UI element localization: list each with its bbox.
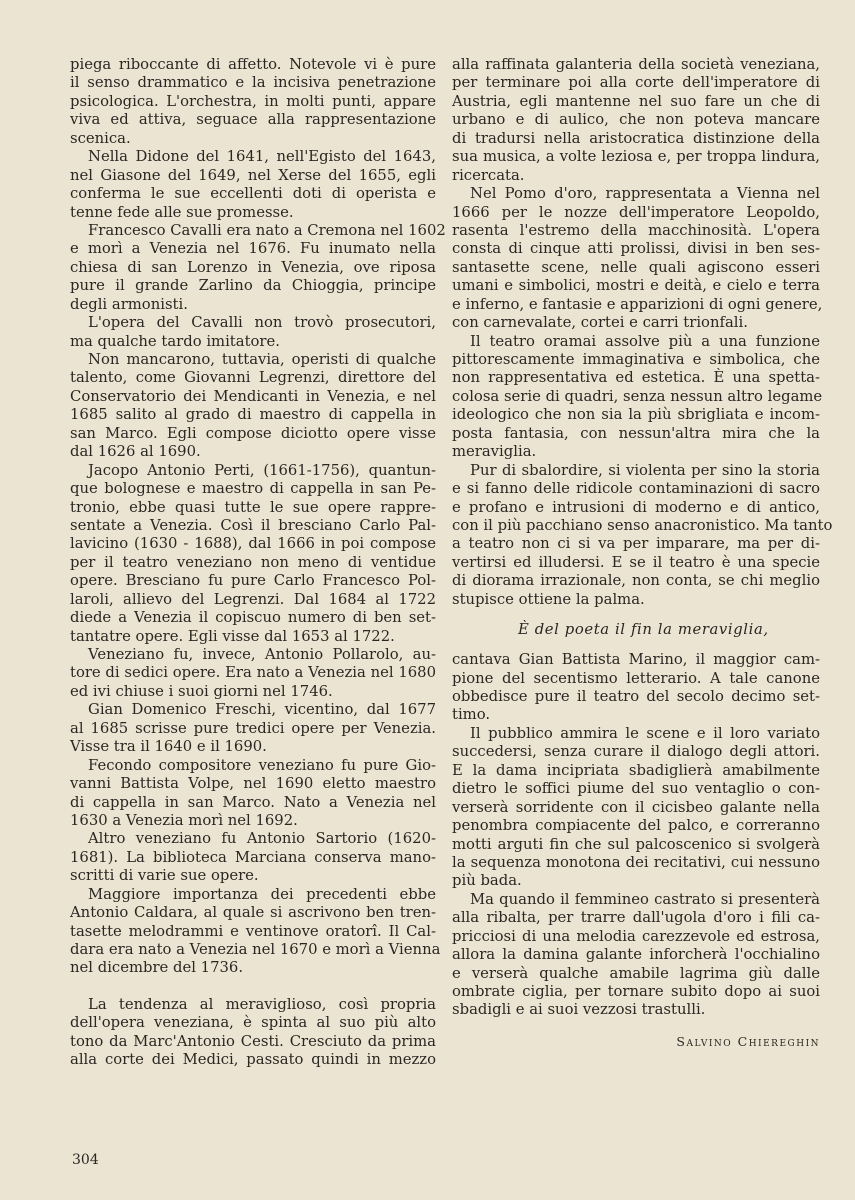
text-line: succedersi, senza curare il dialogo degli attori. <box>452 743 820 761</box>
text-line: viva ed attiva, seguace alla rappresentazione <box>70 111 436 129</box>
text-line: tore di sedici opere. Era nato a Venezia nel 1680 <box>70 664 436 682</box>
text-line: con il più pacchiano senso anacronistico. Ma tanto <box>452 516 833 534</box>
text-line: colosa serie di quadri, senza nessun altro legame <box>452 387 823 405</box>
text-line: Il teatro oramai assolve più a una funzione <box>470 332 820 350</box>
text-line: non rappresentativa ed estetica. È una spetta- <box>452 369 820 387</box>
text-line: e profano e intrusioni di moderno e di antico, <box>452 498 820 516</box>
text-line: sua musica, a volte leziosa e, per troppa lindura, <box>452 148 820 166</box>
text-line: scritti di varie sue opere. <box>70 867 259 885</box>
text-line: di cappella in san Marco. Nato a Venezia nel <box>70 793 436 811</box>
text-line: que bolognese e maestro di cappella in san Pe- <box>70 480 436 498</box>
text-line: alla corte dei Medici, passato quindi in mezzo <box>70 1051 436 1069</box>
text-line: degli armonisti. <box>70 295 188 313</box>
text-line: per il teatro veneziano non meno di ventidue <box>70 553 436 571</box>
text-line: posta fantasia, con nessun'altra mira che la <box>452 424 820 442</box>
text-line: alla ribalta, per trarre dall'ugola d'oro i fili ca- <box>452 909 820 927</box>
text-line: nel Giasone del 1649, nel Xerse del 1655, egli <box>70 166 436 184</box>
text-line: Il pubblico ammira le scene e il loro variato <box>470 724 820 742</box>
text-line: di tradursi nella aristocratica distinzione della <box>452 129 820 147</box>
text-line: meraviglia. <box>452 443 537 461</box>
text-line: sentate a Venezia. Così il bresciano Carlo Pal- <box>70 516 436 534</box>
text-line: con carnevalate, cortei e carri trionfali. <box>452 314 748 332</box>
text-line: tantatre opere. Egli visse dal 1653 al 1722. <box>70 627 395 645</box>
text-line: Francesco Cavalli era nato a Cremona nel 1602 <box>88 221 446 239</box>
text-line: scenica. <box>70 129 131 147</box>
text-line: e morì a Venezia nel 1676. Fu inumato nella <box>70 240 436 258</box>
right-column <box>452 56 833 1049</box>
text-line: 1630 a Venezia morì nel 1692. <box>70 811 298 829</box>
text-line: e inferno, e fantasie e apparizioni di ogni genere, <box>452 295 823 313</box>
text-line: dell'opera veneziana, è spinta al suo più alto <box>70 1014 436 1032</box>
text-line: dal 1626 al 1690. <box>70 443 201 461</box>
text-line: Jacopo Antonio Perti, (1661-1756), quantun- <box>88 461 436 479</box>
text-line: Altro veneziano fu Antonio Sartorio (1620- <box>88 830 436 848</box>
text-line: dietro le soffici piume del suo ventaglio o con- <box>452 780 820 798</box>
text-line: psicologica. L'orchestra, in molti punti, appare <box>70 92 436 110</box>
text-line: Maggiore importanza dei precedenti ebbe <box>88 885 436 903</box>
text-line: penombra compiacente del palco, e correranno <box>452 817 820 835</box>
text-line: e si fanno delle ridicole contaminazioni di sacro <box>452 480 820 498</box>
text-line: stupisce ottiene la palma. <box>452 590 645 608</box>
text-line: ma qualche tardo imitatore. <box>70 332 280 350</box>
text-line: dara era nato a Venezia nel 1670 e morì a Vienna <box>70 941 441 958</box>
text-line: 1685 salito al grado di maestro di cappella in <box>70 406 436 424</box>
text-line: lavicino (1630 - 1688), dal 1666 in poi compose <box>70 535 436 553</box>
text-line: vanni Battista Volpe, nel 1690 eletto maestro <box>70 775 436 793</box>
text-line: obbedisce pure il teatro del secolo decimo set- <box>452 688 820 705</box>
text-line: tono da Marc'Antonio Cesti. Cresciuto da prima <box>70 1032 436 1050</box>
text-line: pricciosi di una melodia carezzevole ed estrosa, <box>452 927 820 945</box>
text-line: verserà sorridente con il cicisbeo galante nella <box>452 798 820 816</box>
text-line: consta di cinque atti prolissi, divisi in ben ses- <box>452 240 820 258</box>
text-line: tenne fede alle sue promesse. <box>70 203 294 221</box>
text-line: al 1685 scrisse pure tredici opere per Venezia. <box>70 719 436 737</box>
text-line: di diorama irrazionale, non conta, se chi meglio <box>452 572 820 590</box>
text-line: Nella Didone del 1641, nell'Egisto del 1643, <box>88 148 436 166</box>
text-line: e verserà qualche amabile lagrima giù dalle <box>452 964 820 982</box>
text-line: L'opera del Cavalli non trovò prosecutori, <box>88 314 436 332</box>
text-line: Non mancarono, tuttavia, operisti di qualche <box>88 351 436 368</box>
text-line: ombrate ciglia, per tornare subito dopo ai suoi <box>452 983 820 1000</box>
text-line: La tendenza al meraviglioso, così propria <box>88 995 436 1013</box>
quotation-line: È del poeta il fin la meraviglia, <box>518 621 769 639</box>
text-line: sbadigli e ai suoi vezzosi trastulli. <box>452 1001 706 1019</box>
text-line: 1666 per le nozze dell'imperatore Leopoldo, <box>452 203 820 221</box>
text-line: tasette melodrammi e ventinove oratorî. Il Cal- <box>70 922 436 940</box>
text-line: Pur di sbalordire, si violenta per sino la storia <box>470 461 820 479</box>
text-line: pittorescamente immaginativa e simbolica, che <box>452 351 820 368</box>
text-line: per terminare poi alla corte dell'imperatore di <box>452 74 820 92</box>
text-line: san Marco. Egli compose diciotto opere visse <box>70 424 436 442</box>
text-line: E la dama incipriata sbadiglierà amabilmente <box>452 761 820 779</box>
text-line: rasenta l'estremo della macchinosità. L'opera <box>452 221 820 239</box>
text-line: Visse tra il 1640 e il 1690. <box>70 738 267 756</box>
text-line: tronio, ebbe quasi tutte le sue opere rappre- <box>70 498 436 516</box>
text-line: laroli, allievo del Legrenzi. Dal 1684 al 1722 <box>70 590 436 608</box>
text-line: conferma le sue eccellenti doti di operista e <box>70 185 436 203</box>
text-line: il senso drammatico e la incisiva penetrazione <box>70 74 436 92</box>
text-line: Ma quando il femmineo castrato si presenterà <box>470 890 820 908</box>
text-line: pure il grande Zarlino da Chioggia, principe <box>70 277 436 295</box>
text-line: cantava Gian Battista Marino, il maggior cam- <box>452 651 820 669</box>
text-line: piega riboccante di affetto. Notevole vi è pure <box>70 56 436 73</box>
text-line: alla raffinata galanteria della società veneziana, <box>452 56 820 73</box>
text-line: umani e simbolici, mostri e deità, e cielo e terra <box>452 277 820 295</box>
text-line: santasette scene, nelle quali agiscono esseri <box>452 258 820 276</box>
text-line: timo. <box>452 706 491 724</box>
page-number: 304 <box>72 1152 99 1168</box>
text-line: motti arguti fin che sul palcoscenico si svolgerà <box>452 835 820 853</box>
text-line: urbano e di aulico, che non poteva mancare <box>452 111 820 129</box>
text-line: opere. Bresciano fu pure Carlo Francesco Pol- <box>70 572 436 590</box>
text-line: ed ivi chiuse i suoi giorni nel 1746. <box>70 682 333 700</box>
text-line: Gian Domenico Freschi, vicentino, dal 1677 <box>88 701 436 719</box>
left-column <box>70 56 446 1070</box>
text-line: chiesa di san Lorenzo in Venezia, ove riposa <box>70 258 436 276</box>
text-line: Veneziano fu, invece, Antonio Pollarolo, au- <box>88 646 436 663</box>
text-line: ideologico che non sia la più sbrigliata e incom- <box>452 406 820 424</box>
author-signature: Salvino Chiereghin <box>676 1033 820 1049</box>
text-line: ricercata. <box>452 166 525 184</box>
text-line: Nel Pomo d'oro, rappresentata a Vienna nel <box>470 185 820 203</box>
text-line: Austria, egli mantenne nel suo fare un che di <box>452 92 820 110</box>
text-line: 1681). La biblioteca Marciana conserva mano- <box>70 848 436 866</box>
text-line: pione del secentismo letterario. A tale canone <box>452 669 820 687</box>
text-line: allora la damina galante inforcherà l'occhialino <box>452 946 820 964</box>
quote-spacing <box>452 641 820 651</box>
text-line: Conservatorio dei Mendicanti in Venezia, e nel <box>70 387 436 405</box>
text-line: la sequenza monotona dei recitativi, cui nessuno <box>452 853 820 871</box>
quote-spacing <box>452 609 820 619</box>
text-line: a teatro non ci si va per imparare, ma per di- <box>452 535 820 553</box>
text-line: nel dicembre del 1736. <box>70 959 244 977</box>
text-line: diede a Venezia il copiscuo numero di ben set- <box>70 609 436 627</box>
text-line: vertirsi ed illudersi. E se il teatro è una specie <box>452 553 820 571</box>
text-line: Antonio Caldara, al quale si ascrivono ben tren- <box>70 904 436 922</box>
text-line: Fecondo compositore veneziano fu pure Gio- <box>88 756 436 774</box>
text-line: talento, come Giovanni Legrenzi, direttore del <box>70 369 436 387</box>
paragraph-gap <box>70 978 436 996</box>
text-line: più bada. <box>452 872 522 890</box>
